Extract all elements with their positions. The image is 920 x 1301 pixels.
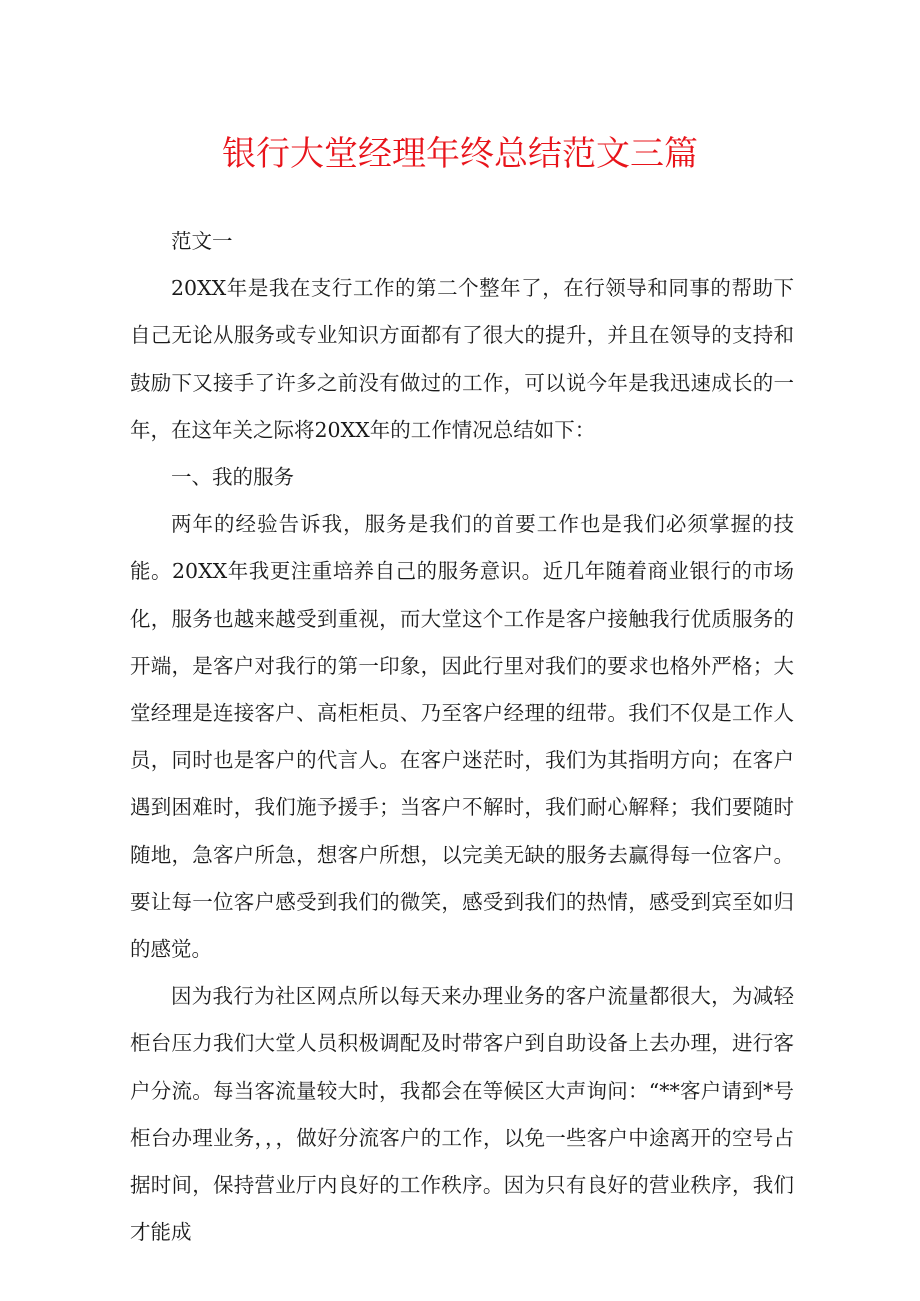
service-paragraph-1: 两年的经验告诉我，服务是我们的首要工作也是我们必须掌握的技能。20XX年我更注重培养自己的服务意识。近几年随着商业银行的市场化，服务也越来越受到重视，而大堂这个工作是客户接触我行优质服务的开端，是客户对我行的第一印象，因此行里对我们的要求也格外严格；大堂经理是连接客户、高柜柜员、乃至客户经理的纽带。我们不仅是工作人员，同时也是客户的代言人。在客户迷茫时，我们为其指明方向；在客户遇到困难时，我们施予援手；当客户不解时，我们耐心解释；我们要随时随地，急客户所急，想客户所想，以完美无缺的服务去赢得每一位客户。要让每一位客户感受到我们的微笑，感受到我们的热情，感受到宾至如归的感觉。 [130,512,794,962]
document-body [130,218,794,1256]
intro-paragraph: 20XX年是我在支行工作的第二个整年了，在行领导和同事的帮助下自己无论从服务或专业知识方面都有了很大的提升，并且在领导的支持和鼓励下又接手了许多之前没有做过的工作，可以说今年是我迅速成长的一年，在这年关之际将20XX年的工作情况总结如下： [130,276,794,442]
section-heading: 一、我的服务 [171,465,294,490]
service-paragraph-2: 因为我行为社区网点所以每天来办理业务的客户流量都很大，为减轻柜台压力我们大堂人员积极调配及时带客户到自助设备上去办理，进行客户分流。每当客流量较大时，我都会在等候区大声询问：“**客户请到*号柜台办理业务，，，做好分流客户的工作，以免一些客户中途离开的空号占据时间，保持营业厅内良好的工作秩序。因为只有良好的营业秩序，我们才能成 [130,984,794,1245]
sample-label: 范文一 [171,229,233,253]
document-title: 银行大堂经理年终总结范文三篇 [222,134,698,174]
